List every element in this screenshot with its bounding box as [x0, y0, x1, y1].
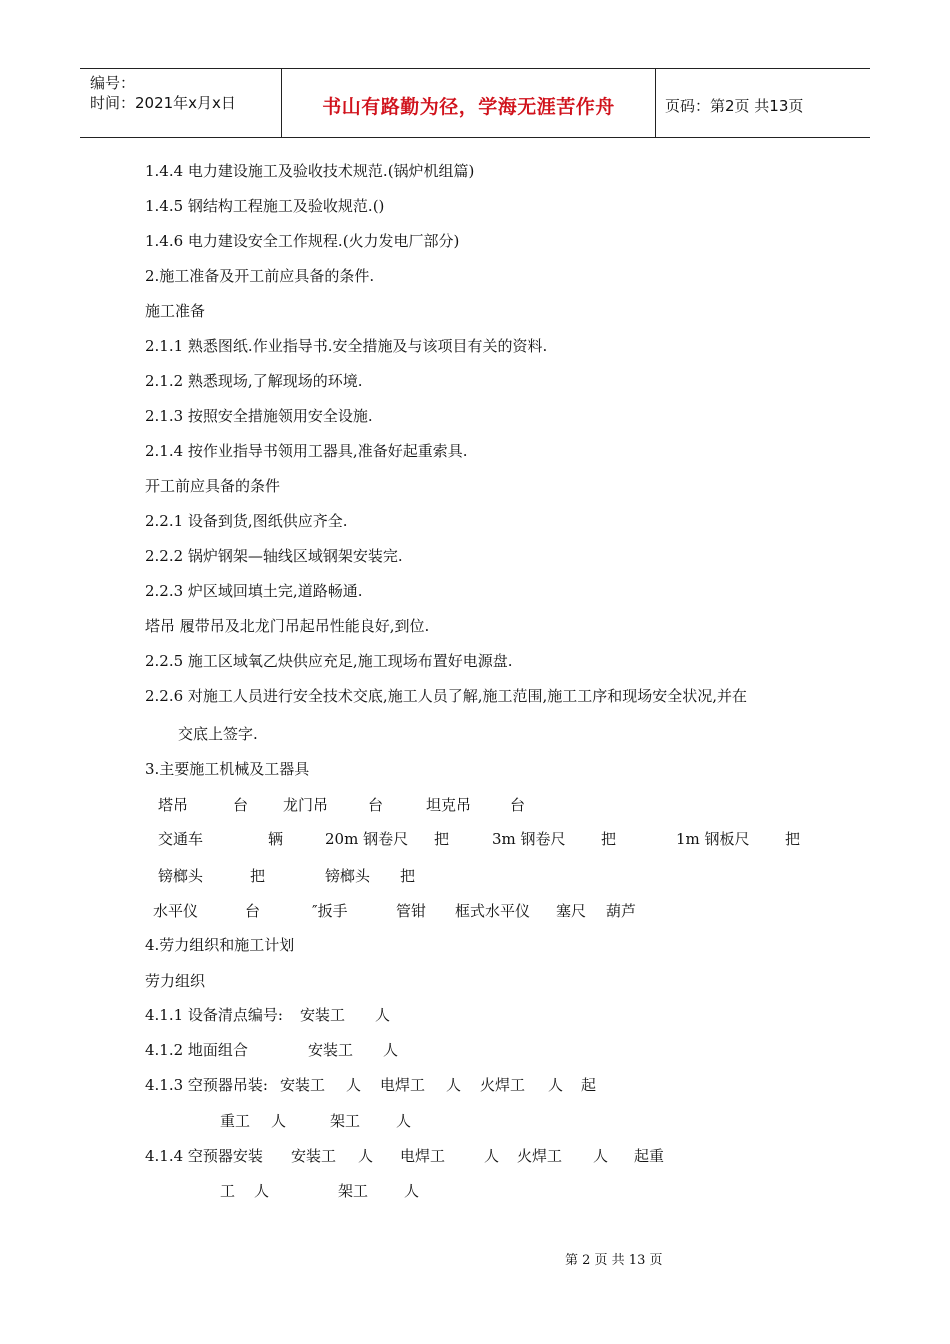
labor-role: 电焊工: [400, 1147, 446, 1165]
text-line: 2.2.1 设备到货,图纸供应齐全.: [145, 512, 348, 530]
labor-unit: 人: [548, 1076, 564, 1094]
labor-unit: 人: [375, 1006, 391, 1024]
labor-row: [0, 1147, 950, 1165]
equipment-unit: 把: [434, 830, 450, 848]
document-header: [80, 68, 870, 138]
labor-unit: 人: [484, 1147, 500, 1165]
equipment-item: 塔吊: [158, 796, 189, 814]
header-center-cell: [281, 69, 656, 137]
text-line: 2.2.6 对施工人员进行安全技术交底,施工人员了解,施工范围,施工工序和现场安全状况,并在: [145, 687, 748, 705]
labor-unit: 人: [593, 1147, 609, 1165]
text-line: 2.1.4 按作业指导书领用工器具,准备好起重索具.: [145, 442, 468, 460]
equipment-row: [0, 830, 950, 848]
equipment-row: [0, 902, 950, 920]
equipment-item: 管钳: [396, 902, 427, 920]
equipment-item: 水平仪: [153, 902, 199, 920]
labor-unit: 人: [404, 1182, 420, 1200]
text-line: 2.1.2 熟悉现场,了解现场的环境.: [145, 372, 363, 390]
labor-row: [0, 1006, 950, 1024]
subsection-heading: 劳力组织: [145, 972, 206, 990]
equipment-row: [0, 867, 950, 885]
section-heading: 3.主要施工机械及工器具: [145, 760, 310, 778]
section-heading: 2.施工准备及开工前应具备的条件.: [145, 267, 375, 285]
text-line: 2.1.1 熟悉图纸.作业指导书.安全措施及与该项目有关的资料.: [145, 337, 548, 355]
page-footer: 第 2 页 共 13 页: [565, 1253, 663, 1268]
labor-unit: 人: [383, 1041, 399, 1059]
labor-row: [0, 1182, 950, 1200]
equipment-row: [0, 796, 950, 814]
equipment-unit: 台: [233, 796, 249, 814]
labor-unit: 人: [358, 1147, 374, 1165]
equipment-item: 框式水平仪: [455, 902, 531, 920]
labor-task: 4.1.4 空预器安装: [145, 1147, 263, 1165]
labor-task: 4.1.1 设备清点编号:: [145, 1006, 283, 1024]
text-line: 交底上签字.: [178, 725, 258, 743]
header-right-cell: [655, 69, 870, 137]
labor-role: 架工: [338, 1182, 369, 1200]
equipment-unit: 台: [245, 902, 261, 920]
labor-role: 火焊工: [517, 1147, 563, 1165]
equipment-item: 龙门吊: [283, 796, 329, 814]
equipment-unit: 台: [368, 796, 384, 814]
equipment-unit: 把: [250, 867, 266, 885]
labor-task: 4.1.2 地面组合: [145, 1041, 248, 1059]
equipment-item: 葫芦: [606, 902, 637, 920]
equipment-item: 20m 钢卷尺: [325, 830, 409, 848]
equipment-item: 1m 钢板尺: [676, 830, 750, 848]
labor-task: 4.1.3 空预器吊装:: [145, 1076, 268, 1094]
text-line: 2.2.3 炉区域回填土完,道路畅通.: [145, 582, 363, 600]
document-date-label: 时间：2021年x月x日: [90, 94, 236, 112]
labor-role: 架工: [330, 1112, 361, 1130]
labor-role: 电焊工: [380, 1076, 426, 1094]
equipment-item: 塞尺: [556, 902, 587, 920]
equipment-item: 镑榔头: [158, 867, 204, 885]
header-page-label: 页码：第2页 共13页: [665, 97, 804, 115]
labor-role: 安装工: [308, 1041, 354, 1059]
text-line: 2.1.3 按照安全措施领用安全设施.: [145, 407, 373, 425]
subsection-heading: 施工准备: [145, 302, 206, 320]
labor-role: 起重: [634, 1147, 665, 1165]
text-line: 2.2.2 锅炉钢架—轴线区域钢架安装完.: [145, 547, 403, 565]
text-line: 1.4.4 电力建设施工及验收技术规范.(锅炉机组篇): [145, 162, 475, 180]
document-number-label: 编号：: [90, 74, 136, 92]
text-line: 2.2.5 施工区域氧乙炔供应充足,施工现场布置好电源盘.: [145, 652, 513, 670]
equipment-unit: 把: [400, 867, 416, 885]
labor-unit: 人: [396, 1112, 412, 1130]
labor-unit: 人: [346, 1076, 362, 1094]
labor-unit: 人: [254, 1182, 270, 1200]
text-line: 1.4.6 电力建设安全工作规程.(火力发电厂部分): [145, 232, 460, 250]
header-left-cell: [80, 69, 281, 137]
labor-row: [0, 1076, 950, 1094]
subsection-heading: 开工前应具备的条件: [145, 477, 281, 495]
labor-role: 重工: [220, 1112, 251, 1130]
equipment-item: 交通车: [158, 830, 204, 848]
labor-role: 火焊工: [480, 1076, 526, 1094]
equipment-item: 坦克吊: [426, 796, 472, 814]
labor-role: 安装工: [280, 1076, 326, 1094]
text-line: 塔吊 履带吊及北龙门吊起吊性能良好,到位.: [145, 617, 430, 635]
equipment-item: ″扳手: [312, 902, 348, 920]
labor-role: 安装工: [291, 1147, 337, 1165]
labor-row: [0, 1112, 950, 1130]
equipment-unit: 台: [510, 796, 526, 814]
labor-unit: 人: [446, 1076, 462, 1094]
labor-role: 安装工: [300, 1006, 346, 1024]
header-motto: 书山有路勤为径，学海无涯苦作舟: [322, 96, 615, 118]
equipment-unit: 把: [601, 830, 617, 848]
labor-role: 工: [220, 1182, 236, 1200]
equipment-item: 3m 钢卷尺: [492, 830, 566, 848]
equipment-item: 镑榔头: [325, 867, 371, 885]
labor-role: 起: [581, 1076, 597, 1094]
equipment-unit: 把: [785, 830, 801, 848]
labor-unit: 人: [271, 1112, 287, 1130]
text-line: 1.4.5 钢结构工程施工及验收规范.(): [145, 197, 385, 215]
section-heading: 4.劳力组织和施工计划: [145, 936, 295, 954]
labor-row: [0, 1041, 950, 1059]
equipment-unit: 辆: [268, 830, 284, 848]
